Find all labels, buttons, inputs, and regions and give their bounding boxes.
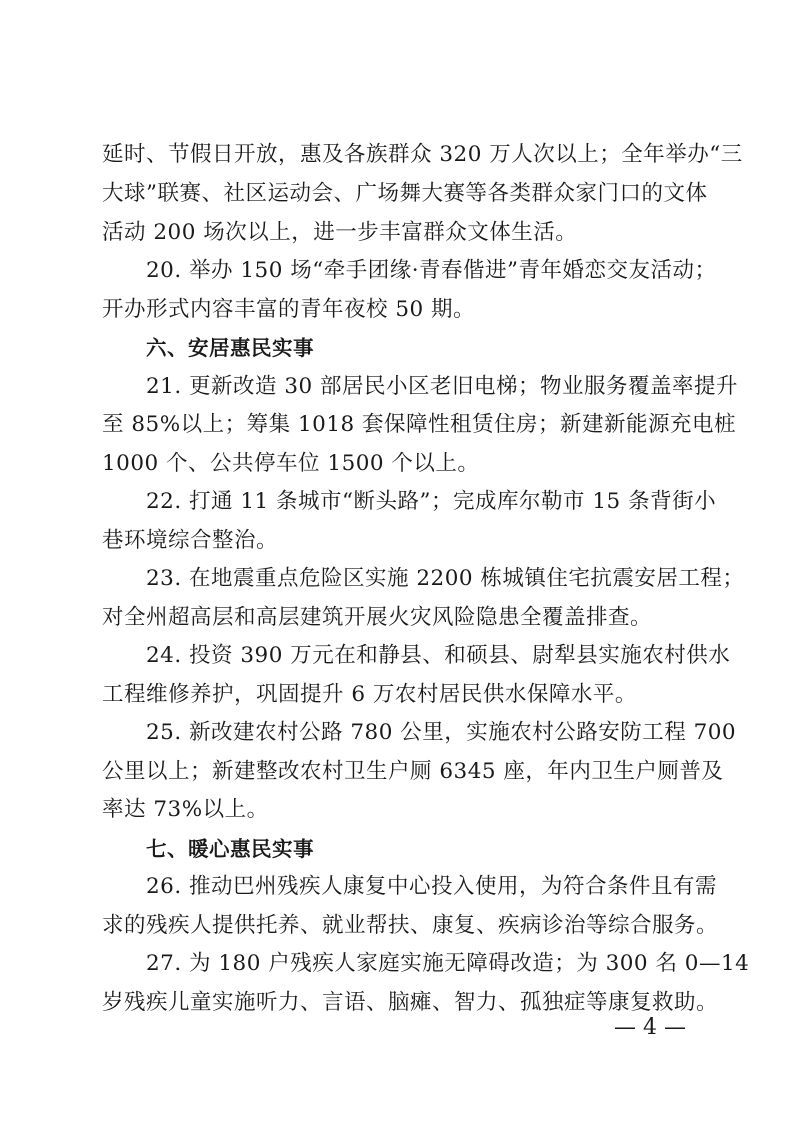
text-line: 岁残疾儿童实施听力、言语、脑瘫、智力、孤独症等康复救助。 bbox=[102, 990, 719, 1015]
text-line: 26. 推动巴州残疾人康复中心投入使用，为符合条件且有需 bbox=[146, 874, 718, 899]
text-line: 率达 73%以上。 bbox=[102, 797, 269, 822]
text-line: 22. 打通 11 条城市“断头路”；完成库尔勒市 15 条背街小 bbox=[146, 489, 717, 514]
text-line: 27. 为 180 户残疾人家庭实施无障碍改造；为 300 名 0—14 bbox=[146, 951, 750, 976]
text-line: 23. 在地震重点危险区实施 2200 栋城镇住宅抗震安居工程； bbox=[146, 566, 745, 591]
text-line: 活动 200 场次以上，进一步丰富群众文体生活。 bbox=[102, 220, 578, 245]
page-number: — 4 — bbox=[614, 1015, 686, 1040]
text-line: 巷环境综合整治。 bbox=[102, 528, 279, 553]
text-line: 25. 新改建农村公路 780 公里，实施农村公路安防工程 700 bbox=[146, 720, 737, 745]
text-line: 开办形式内容丰富的青年夜校 50 期。 bbox=[102, 297, 476, 322]
text-line: 20. 举办 150 场“牵手团缘·青春偕进”青年婚恋交友活动； bbox=[146, 258, 717, 283]
text-line: 大球”联赛、社区运动会、广场舞大赛等各类群众家门口的文体 bbox=[102, 181, 708, 206]
text-line: 求的残疾人提供托养、就业帮扶、康复、疾病诊治等综合服务。 bbox=[102, 913, 719, 938]
text-line: 1000 个、公共停车位 1500 个以上。 bbox=[102, 451, 480, 476]
section-heading-care: 七、暖心惠民实事 bbox=[146, 837, 314, 861]
text-line: 至 85%以上；筹集 1018 套保障性租赁住房；新建新能源充电桩 bbox=[102, 412, 737, 437]
text-line: 工程维修养护，巩固提升 6 万农村居民供水保障水平。 bbox=[102, 682, 637, 707]
section-heading-housing: 六、安居惠民实事 bbox=[146, 336, 314, 360]
text-line: 24. 投资 390 万元在和静县、和硕县、尉犁县实施农村供水 bbox=[146, 643, 731, 668]
text-line: 公里以上；新建整改农村卫生户厕 6345 座，年内卫生户厕普及 bbox=[102, 759, 724, 784]
text-line: 21. 更新改造 30 部居民小区老旧电梯；物业服务覆盖率提升 bbox=[146, 374, 739, 399]
text-line: 延时、节假日开放，惠及各族群众 320 万人次以上；全年举办“三 bbox=[102, 142, 743, 167]
text-line: 对全州超高层和高层建筑开展火灾风险隐患全覆盖排查。 bbox=[102, 605, 653, 630]
